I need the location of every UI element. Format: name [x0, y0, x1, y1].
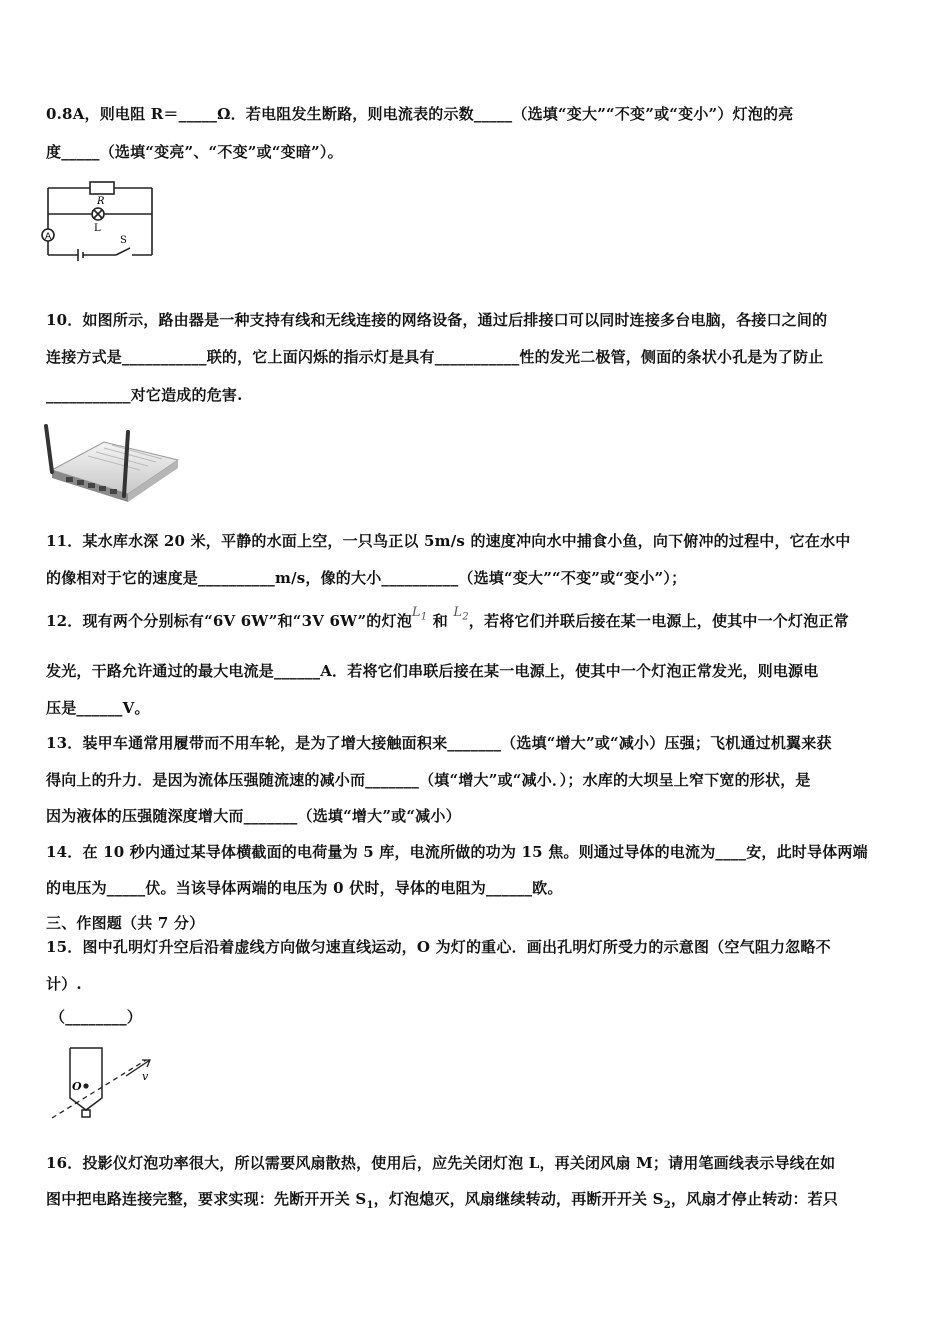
q15-lantern-diagram — [38, 1040, 168, 1130]
q13-line-1: 13．装甲车通常用履带而不用车轮，是为了增大接触面积来_______（选填“增大”或“减小）压强；飞机通过机翼来获 — [46, 734, 832, 752]
section-3-heading: 三、作图题（共 7 分） — [46, 914, 205, 932]
q12-line-3: 压是______V。 — [46, 699, 150, 717]
q10-line-2: 连接方式是___________联的，它上面闪烁的指示灯是具有___________性的发光二极管，侧面的条状小孔是为了防止 — [46, 348, 824, 366]
q12-line-1-end: ，若将它们并联后接在某一电源上，使其中一个灯泡正常 — [468, 612, 849, 630]
bulb-l2-label — [453, 605, 469, 623]
q16-line-2-part-b: ，灯泡熄灭，风扇继续转动，再断开开关 S — [373, 1190, 664, 1208]
q10-line-3: ___________对它造成的危害. — [46, 386, 243, 404]
bulb-l1-sub: 1 — [420, 611, 428, 623]
velocity-label: v — [142, 1070, 149, 1083]
q16-line-1: 16．投影仪灯泡功率很大，所以需要风扇散热，使用后，应先关闭灯泡 L，再关闭风扇 M；请用笔画线表示导线在如 — [46, 1154, 836, 1172]
q15-line-1: 15．图中孔明灯升空后沿着虚线方向做匀速直线运动，O 为灯的重心．画出孔明灯所受力的示意图（空气阻力忽略不 — [46, 938, 831, 956]
q12-line-1-start: 12．现有两个分别标有“6V 6W”和“3V 6W”的灯泡 — [46, 612, 412, 630]
q16-line-2-part-a: 图中把电路连接完整，要求实现：先断开开关 S — [46, 1190, 367, 1208]
resistor-label: R — [97, 196, 105, 207]
q14-line-2: 的电压为_____伏。当该导体两端的电压为 0 伏时，导体的电阻为______欧。 — [46, 879, 563, 897]
q16-line-2 — [46, 1188, 838, 1211]
q11-line-1: 11．某水库水深 20 米，平静的水面上空，一只鸟正以 5m/s 的速度冲向水中捕食小鱼，向下俯冲的过程中，它在水中 — [46, 532, 851, 550]
s1-subscript: 1 — [366, 1200, 374, 1211]
ammeter-label: A — [45, 232, 52, 242]
bulb-l2-sub: 2 — [462, 611, 469, 623]
center-of-gravity-dot — [83, 1083, 88, 1088]
center-of-gravity-label: O — [72, 1080, 82, 1093]
q15-line-2: 计）. — [46, 975, 82, 993]
q10-line-1: 10．如图所示，路由器是一种支持有线和无线连接的网络设备，通过后排接口可以同时连接多台电脑，各接口之间的 — [46, 311, 828, 329]
q12-line-1 — [46, 605, 849, 633]
q12-line-2: 发光，干路允许通过的最大电流是______A．若将它们串联后接在某一电源上，使其中一个灯泡正常发光，则电源电 — [46, 662, 819, 680]
q12-and: 和 — [432, 612, 448, 630]
q14-line-1: 14．在 10 秒内通过某导体横截面的电荷量为 5 库，电流所做的功为 15 焦。则通过导体的电流为____安，此时导体两端 — [46, 843, 868, 861]
q16-line-2-part-c: ，风扇才停止转动：若只 — [670, 1190, 839, 1208]
bulb-l2-letter: L — [453, 605, 463, 620]
q15-answer-blank: （________） — [50, 1008, 143, 1026]
bulb-l1-letter: L — [411, 605, 421, 620]
lamp-label: L — [94, 223, 101, 234]
q9-circuit-diagram — [40, 176, 160, 262]
q11-line-2: 的像相对于它的速度是__________m/s，像的大小__________（选填“变大”“不变”或“变小”）； — [46, 569, 687, 587]
q9-line-2: 度_____（选填“变亮”、“不变”或“变暗”）。 — [46, 143, 343, 161]
s2-subscript: 2 — [663, 1200, 671, 1211]
q13-line-3: 因为液体的压强随深度增大而_______（选填“增大”或“减小） — [46, 807, 461, 825]
q13-line-2: 得向上的升力．是因为流体压强随流速的减小而_______（填“增大”或“减小．）；水库的大坝呈上窄下宽的形状，是 — [46, 771, 811, 789]
switch-label: S — [120, 235, 127, 246]
q10-router-image — [44, 412, 184, 504]
bulb-l1-label — [411, 605, 428, 623]
q9-line-1: 0.8A，则电阻 R＝_____Ω．若电阻发生断路，则电流表的示数_____（选填“变大”“不变”或“变小”）灯泡的亮 — [46, 105, 794, 123]
